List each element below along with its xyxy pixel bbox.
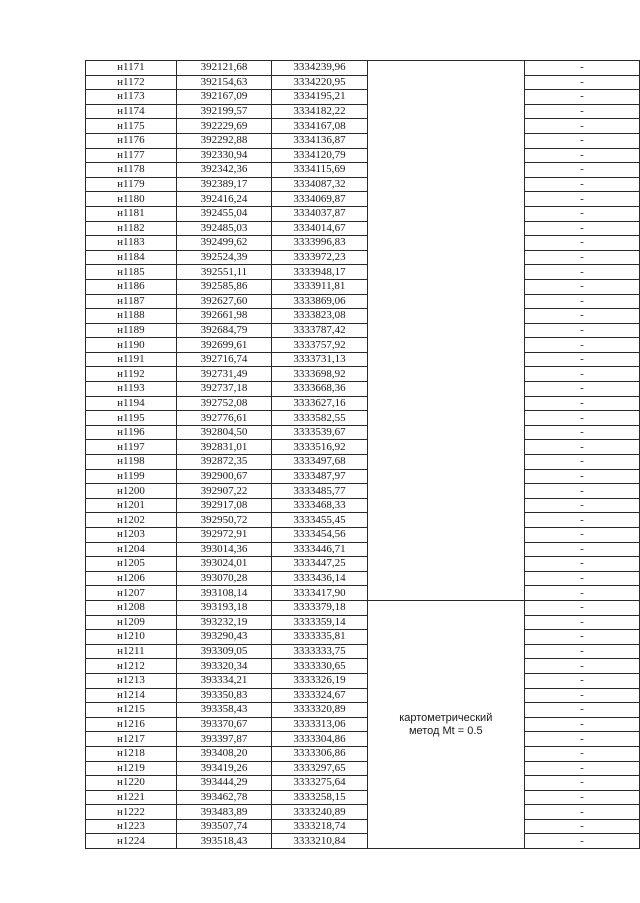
point-id-cell: н1200 — [86, 484, 177, 499]
x-coordinate-cell: 392167,09 — [176, 90, 271, 105]
accuracy-cell: - — [524, 469, 639, 484]
table-row — [86, 630, 640, 645]
point-id-cell: н1196 — [86, 425, 177, 440]
y-coordinate-cell: 3333335,81 — [272, 630, 368, 645]
table-row — [86, 294, 640, 309]
accuracy-cell: - — [524, 236, 639, 251]
point-id-cell: н1183 — [86, 236, 177, 251]
point-id-cell: н1212 — [86, 659, 177, 674]
table-row — [86, 571, 640, 586]
y-coordinate-cell: 3333698,92 — [272, 367, 368, 382]
y-coordinate-cell: 3333869,06 — [272, 294, 368, 309]
y-coordinate-cell: 3334037,87 — [272, 206, 368, 221]
point-id-cell: н1193 — [86, 382, 177, 397]
table-row — [86, 732, 640, 747]
table-row — [86, 834, 640, 849]
table-row — [86, 673, 640, 688]
x-coordinate-cell: 393462,78 — [176, 790, 271, 805]
x-coordinate-cell: 392872,35 — [176, 455, 271, 470]
accuracy-cell: - — [524, 396, 639, 411]
x-coordinate-cell: 392752,08 — [176, 396, 271, 411]
table-row — [86, 440, 640, 455]
point-id-cell: н1221 — [86, 790, 177, 805]
y-coordinate-cell: 3333275,64 — [272, 776, 368, 791]
x-coordinate-cell: 393444,29 — [176, 776, 271, 791]
table-row — [86, 192, 640, 207]
x-coordinate-cell: 392950,72 — [176, 513, 271, 528]
table-row — [86, 367, 640, 382]
y-coordinate-cell: 3333539,67 — [272, 425, 368, 440]
point-id-cell: н1179 — [86, 177, 177, 192]
x-coordinate-cell: 392917,08 — [176, 498, 271, 513]
y-coordinate-cell: 3334115,69 — [272, 163, 368, 178]
table-row — [86, 615, 640, 630]
table-row — [86, 688, 640, 703]
y-coordinate-cell: 3333972,23 — [272, 250, 368, 265]
accuracy-cell: - — [524, 484, 639, 499]
accuracy-cell: - — [524, 61, 639, 76]
table-row — [86, 703, 640, 718]
point-id-cell: н1173 — [86, 90, 177, 105]
point-id-cell: н1184 — [86, 250, 177, 265]
point-id-cell: н1186 — [86, 279, 177, 294]
accuracy-cell: - — [524, 630, 639, 645]
accuracy-cell: - — [524, 425, 639, 440]
x-coordinate-cell: 392551,11 — [176, 265, 271, 280]
method-cell — [367, 600, 524, 848]
table-row — [86, 484, 640, 499]
x-coordinate-cell: 392776,61 — [176, 411, 271, 426]
accuracy-cell: - — [524, 192, 639, 207]
table-row — [86, 163, 640, 178]
point-id-cell: н1204 — [86, 542, 177, 557]
x-coordinate-cell: 392121,68 — [176, 61, 271, 76]
y-coordinate-cell: 3333516,92 — [272, 440, 368, 455]
accuracy-cell: - — [524, 673, 639, 688]
accuracy-cell: - — [524, 615, 639, 630]
table-row — [86, 776, 640, 791]
y-coordinate-cell: 3334087,32 — [272, 177, 368, 192]
point-id-cell: н1177 — [86, 148, 177, 163]
point-id-cell: н1199 — [86, 469, 177, 484]
accuracy-cell: - — [524, 542, 639, 557]
table-row — [86, 382, 640, 397]
y-coordinate-cell: 3333948,17 — [272, 265, 368, 280]
point-id-cell: н1191 — [86, 352, 177, 367]
y-coordinate-cell: 3333333,75 — [272, 644, 368, 659]
x-coordinate-cell: 393370,67 — [176, 717, 271, 732]
accuracy-cell: - — [524, 119, 639, 134]
accuracy-cell: - — [524, 455, 639, 470]
table-row — [86, 761, 640, 776]
point-id-cell: н1172 — [86, 75, 177, 90]
accuracy-cell: - — [524, 294, 639, 309]
y-coordinate-cell: 3333210,84 — [272, 834, 368, 849]
accuracy-cell: - — [524, 163, 639, 178]
method-label-line1: картометрический — [399, 711, 493, 724]
table-row — [86, 557, 640, 572]
accuracy-cell: - — [524, 75, 639, 90]
table-row — [86, 352, 640, 367]
x-coordinate-cell: 392731,49 — [176, 367, 271, 382]
y-coordinate-cell: 3333258,15 — [272, 790, 368, 805]
x-coordinate-cell: 393334,21 — [176, 673, 271, 688]
x-coordinate-cell: 392342,36 — [176, 163, 271, 178]
table-row — [86, 498, 640, 513]
table-row — [86, 338, 640, 353]
accuracy-cell: - — [524, 440, 639, 455]
point-id-cell: н1222 — [86, 805, 177, 820]
x-coordinate-cell: 393070,28 — [176, 571, 271, 586]
accuracy-cell: - — [524, 323, 639, 338]
y-coordinate-cell: 3333306,86 — [272, 746, 368, 761]
y-coordinate-cell: 3334120,79 — [272, 148, 368, 163]
accuracy-cell: - — [524, 250, 639, 265]
accuracy-cell: - — [524, 279, 639, 294]
y-coordinate-cell: 3333218,74 — [272, 819, 368, 834]
table-row — [86, 61, 640, 76]
point-id-cell: н1198 — [86, 455, 177, 470]
table-row — [86, 644, 640, 659]
accuracy-cell: - — [524, 148, 639, 163]
accuracy-cell: - — [524, 133, 639, 148]
point-id-cell: н1201 — [86, 498, 177, 513]
accuracy-cell: - — [524, 177, 639, 192]
table-row — [86, 133, 640, 148]
table-row — [86, 528, 640, 543]
point-id-cell: н1217 — [86, 732, 177, 747]
x-coordinate-cell: 392661,98 — [176, 309, 271, 324]
y-coordinate-cell: 3333468,33 — [272, 498, 368, 513]
x-coordinate-cell: 392737,18 — [176, 382, 271, 397]
accuracy-cell: - — [524, 600, 639, 615]
x-coordinate-cell: 392499,62 — [176, 236, 271, 251]
accuracy-cell: - — [524, 703, 639, 718]
accuracy-cell: - — [524, 644, 639, 659]
table-row — [86, 790, 640, 805]
point-id-cell: н1206 — [86, 571, 177, 586]
point-id-cell: н1178 — [86, 163, 177, 178]
point-id-cell: н1171 — [86, 61, 177, 76]
coordinates-sheet — [85, 60, 640, 849]
x-coordinate-cell: 392907,22 — [176, 484, 271, 499]
y-coordinate-cell: 3334182,22 — [272, 104, 368, 119]
point-id-cell: н1208 — [86, 600, 177, 615]
x-coordinate-cell: 393024,01 — [176, 557, 271, 572]
y-coordinate-cell: 3333487,97 — [272, 469, 368, 484]
accuracy-cell: - — [524, 309, 639, 324]
y-coordinate-cell: 3333326,19 — [272, 673, 368, 688]
table-row — [86, 90, 640, 105]
accuracy-cell: - — [524, 513, 639, 528]
y-coordinate-cell: 3333731,13 — [272, 352, 368, 367]
accuracy-cell: - — [524, 805, 639, 820]
point-id-cell: н1188 — [86, 309, 177, 324]
table-row — [86, 323, 640, 338]
x-coordinate-cell: 392804,50 — [176, 425, 271, 440]
y-coordinate-cell: 3333823,08 — [272, 309, 368, 324]
point-id-cell: н1223 — [86, 819, 177, 834]
accuracy-cell: - — [524, 528, 639, 543]
point-id-cell: н1218 — [86, 746, 177, 761]
y-coordinate-cell: 3333996,83 — [272, 236, 368, 251]
x-coordinate-cell: 392627,60 — [176, 294, 271, 309]
accuracy-cell: - — [524, 761, 639, 776]
x-coordinate-cell: 392831,01 — [176, 440, 271, 455]
x-coordinate-cell: 393408,20 — [176, 746, 271, 761]
accuracy-cell: - — [524, 90, 639, 105]
table-row — [86, 411, 640, 426]
point-id-cell: н1224 — [86, 834, 177, 849]
y-coordinate-cell: 3334167,08 — [272, 119, 368, 134]
x-coordinate-cell: 392389,17 — [176, 177, 271, 192]
point-id-cell: н1180 — [86, 192, 177, 207]
point-id-cell: н1181 — [86, 206, 177, 221]
accuracy-cell: - — [524, 834, 639, 849]
x-coordinate-cell: 393309,05 — [176, 644, 271, 659]
y-coordinate-cell: 3333436,14 — [272, 571, 368, 586]
point-id-cell: н1190 — [86, 338, 177, 353]
table-row — [86, 600, 640, 615]
table-row — [86, 279, 640, 294]
accuracy-cell: - — [524, 221, 639, 236]
accuracy-cell: - — [524, 367, 639, 382]
point-id-cell: н1214 — [86, 688, 177, 703]
accuracy-cell: - — [524, 338, 639, 353]
point-id-cell: н1176 — [86, 133, 177, 148]
x-coordinate-cell: 393108,14 — [176, 586, 271, 601]
x-coordinate-cell: 393320,34 — [176, 659, 271, 674]
accuracy-cell: - — [524, 352, 639, 367]
point-id-cell: н1216 — [86, 717, 177, 732]
y-coordinate-cell: 3333454,56 — [272, 528, 368, 543]
y-coordinate-cell: 3334136,87 — [272, 133, 368, 148]
x-coordinate-cell: 392455,04 — [176, 206, 271, 221]
table-row — [86, 104, 640, 119]
y-coordinate-cell: 3333324,67 — [272, 688, 368, 703]
accuracy-cell: - — [524, 498, 639, 513]
table-row — [86, 75, 640, 90]
accuracy-cell: - — [524, 659, 639, 674]
y-coordinate-cell: 3334014,67 — [272, 221, 368, 236]
y-coordinate-cell: 3333313,06 — [272, 717, 368, 732]
y-coordinate-cell: 3333297,65 — [272, 761, 368, 776]
x-coordinate-cell: 392699,61 — [176, 338, 271, 353]
table-row — [86, 396, 640, 411]
x-coordinate-cell: 393350,83 — [176, 688, 271, 703]
accuracy-cell: - — [524, 265, 639, 280]
y-coordinate-cell: 3333447,25 — [272, 557, 368, 572]
accuracy-cell: - — [524, 411, 639, 426]
table-row — [86, 586, 640, 601]
point-id-cell: н1213 — [86, 673, 177, 688]
table-row — [86, 805, 640, 820]
y-coordinate-cell: 3333240,89 — [272, 805, 368, 820]
x-coordinate-cell: 393232,19 — [176, 615, 271, 630]
table-row — [86, 659, 640, 674]
x-coordinate-cell: 393483,89 — [176, 805, 271, 820]
table-row — [86, 177, 640, 192]
x-coordinate-cell: 393358,43 — [176, 703, 271, 718]
x-coordinate-cell: 392585,86 — [176, 279, 271, 294]
accuracy-cell: - — [524, 717, 639, 732]
x-coordinate-cell: 392972,91 — [176, 528, 271, 543]
table-row — [86, 469, 640, 484]
x-coordinate-cell: 392524,39 — [176, 250, 271, 265]
accuracy-cell: - — [524, 732, 639, 747]
accuracy-cell: - — [524, 746, 639, 761]
point-id-cell: н1209 — [86, 615, 177, 630]
accuracy-cell: - — [524, 571, 639, 586]
x-coordinate-cell: 393397,87 — [176, 732, 271, 747]
y-coordinate-cell: 3333757,92 — [272, 338, 368, 353]
table-row — [86, 513, 640, 528]
accuracy-cell: - — [524, 819, 639, 834]
accuracy-cell: - — [524, 104, 639, 119]
y-coordinate-cell: 3333320,89 — [272, 703, 368, 718]
x-coordinate-cell: 393507,74 — [176, 819, 271, 834]
table-row — [86, 309, 640, 324]
y-coordinate-cell: 3333417,90 — [272, 586, 368, 601]
point-id-cell: н1203 — [86, 528, 177, 543]
point-id-cell: н1205 — [86, 557, 177, 572]
table-row — [86, 236, 640, 251]
table-row — [86, 206, 640, 221]
x-coordinate-cell: 393419,26 — [176, 761, 271, 776]
table-row — [86, 455, 640, 470]
x-coordinate-cell: 392292,88 — [176, 133, 271, 148]
x-coordinate-cell: 392229,69 — [176, 119, 271, 134]
method-label-line2: метод Mt = 0.5 — [408, 724, 483, 737]
table-row — [86, 119, 640, 134]
point-id-cell: н1215 — [86, 703, 177, 718]
y-coordinate-cell: 3333359,14 — [272, 615, 368, 630]
table-row — [86, 542, 640, 557]
y-coordinate-cell: 3333911,81 — [272, 279, 368, 294]
table-row — [86, 425, 640, 440]
y-coordinate-cell: 3333627,16 — [272, 396, 368, 411]
x-coordinate-cell: 392199,57 — [176, 104, 271, 119]
point-id-cell: н1195 — [86, 411, 177, 426]
method-cell-blank — [367, 61, 524, 601]
y-coordinate-cell: 3333379,18 — [272, 600, 368, 615]
point-id-cell: н1192 — [86, 367, 177, 382]
table-row — [86, 717, 640, 732]
point-id-cell: н1174 — [86, 104, 177, 119]
point-id-cell: н1210 — [86, 630, 177, 645]
x-coordinate-cell: 392330,94 — [176, 148, 271, 163]
point-id-cell: н1211 — [86, 644, 177, 659]
x-coordinate-cell: 393193,18 — [176, 600, 271, 615]
coordinates-table-body — [86, 61, 640, 849]
point-id-cell: н1202 — [86, 513, 177, 528]
point-id-cell: н1197 — [86, 440, 177, 455]
x-coordinate-cell: 392716,74 — [176, 352, 271, 367]
table-row — [86, 819, 640, 834]
y-coordinate-cell: 3334195,21 — [272, 90, 368, 105]
point-id-cell: н1194 — [86, 396, 177, 411]
table-row — [86, 250, 640, 265]
accuracy-cell: - — [524, 382, 639, 397]
accuracy-cell: - — [524, 206, 639, 221]
point-id-cell: н1219 — [86, 761, 177, 776]
y-coordinate-cell: 3333304,86 — [272, 732, 368, 747]
table-row — [86, 746, 640, 761]
x-coordinate-cell: 392416,24 — [176, 192, 271, 207]
y-coordinate-cell: 3333485,77 — [272, 484, 368, 499]
y-coordinate-cell: 3334069,87 — [272, 192, 368, 207]
y-coordinate-cell: 3333668,36 — [272, 382, 368, 397]
x-coordinate-cell: 392900,67 — [176, 469, 271, 484]
x-coordinate-cell: 393290,43 — [176, 630, 271, 645]
accuracy-cell: - — [524, 790, 639, 805]
y-coordinate-cell: 3333787,42 — [272, 323, 368, 338]
table-row — [86, 148, 640, 163]
accuracy-cell: - — [524, 688, 639, 703]
point-id-cell: н1175 — [86, 119, 177, 134]
point-id-cell: н1185 — [86, 265, 177, 280]
y-coordinate-cell: 3333455,45 — [272, 513, 368, 528]
point-id-cell: н1182 — [86, 221, 177, 236]
accuracy-cell: - — [524, 776, 639, 791]
point-id-cell: н1189 — [86, 323, 177, 338]
y-coordinate-cell: 3333330,65 — [272, 659, 368, 674]
y-coordinate-cell: 3333497,68 — [272, 455, 368, 470]
x-coordinate-cell: 392485,03 — [176, 221, 271, 236]
point-id-cell: н1207 — [86, 586, 177, 601]
x-coordinate-cell: 392684,79 — [176, 323, 271, 338]
y-coordinate-cell: 3333446,71 — [272, 542, 368, 557]
accuracy-cell: - — [524, 557, 639, 572]
coordinates-table — [85, 60, 640, 849]
x-coordinate-cell: 393518,43 — [176, 834, 271, 849]
y-coordinate-cell: 3334239,96 — [272, 61, 368, 76]
accuracy-cell: - — [524, 586, 639, 601]
y-coordinate-cell: 3333582,55 — [272, 411, 368, 426]
x-coordinate-cell: 392154,63 — [176, 75, 271, 90]
point-id-cell: н1187 — [86, 294, 177, 309]
table-row — [86, 265, 640, 280]
point-id-cell: н1220 — [86, 776, 177, 791]
y-coordinate-cell: 3334220,95 — [272, 75, 368, 90]
x-coordinate-cell: 393014,36 — [176, 542, 271, 557]
table-row — [86, 221, 640, 236]
